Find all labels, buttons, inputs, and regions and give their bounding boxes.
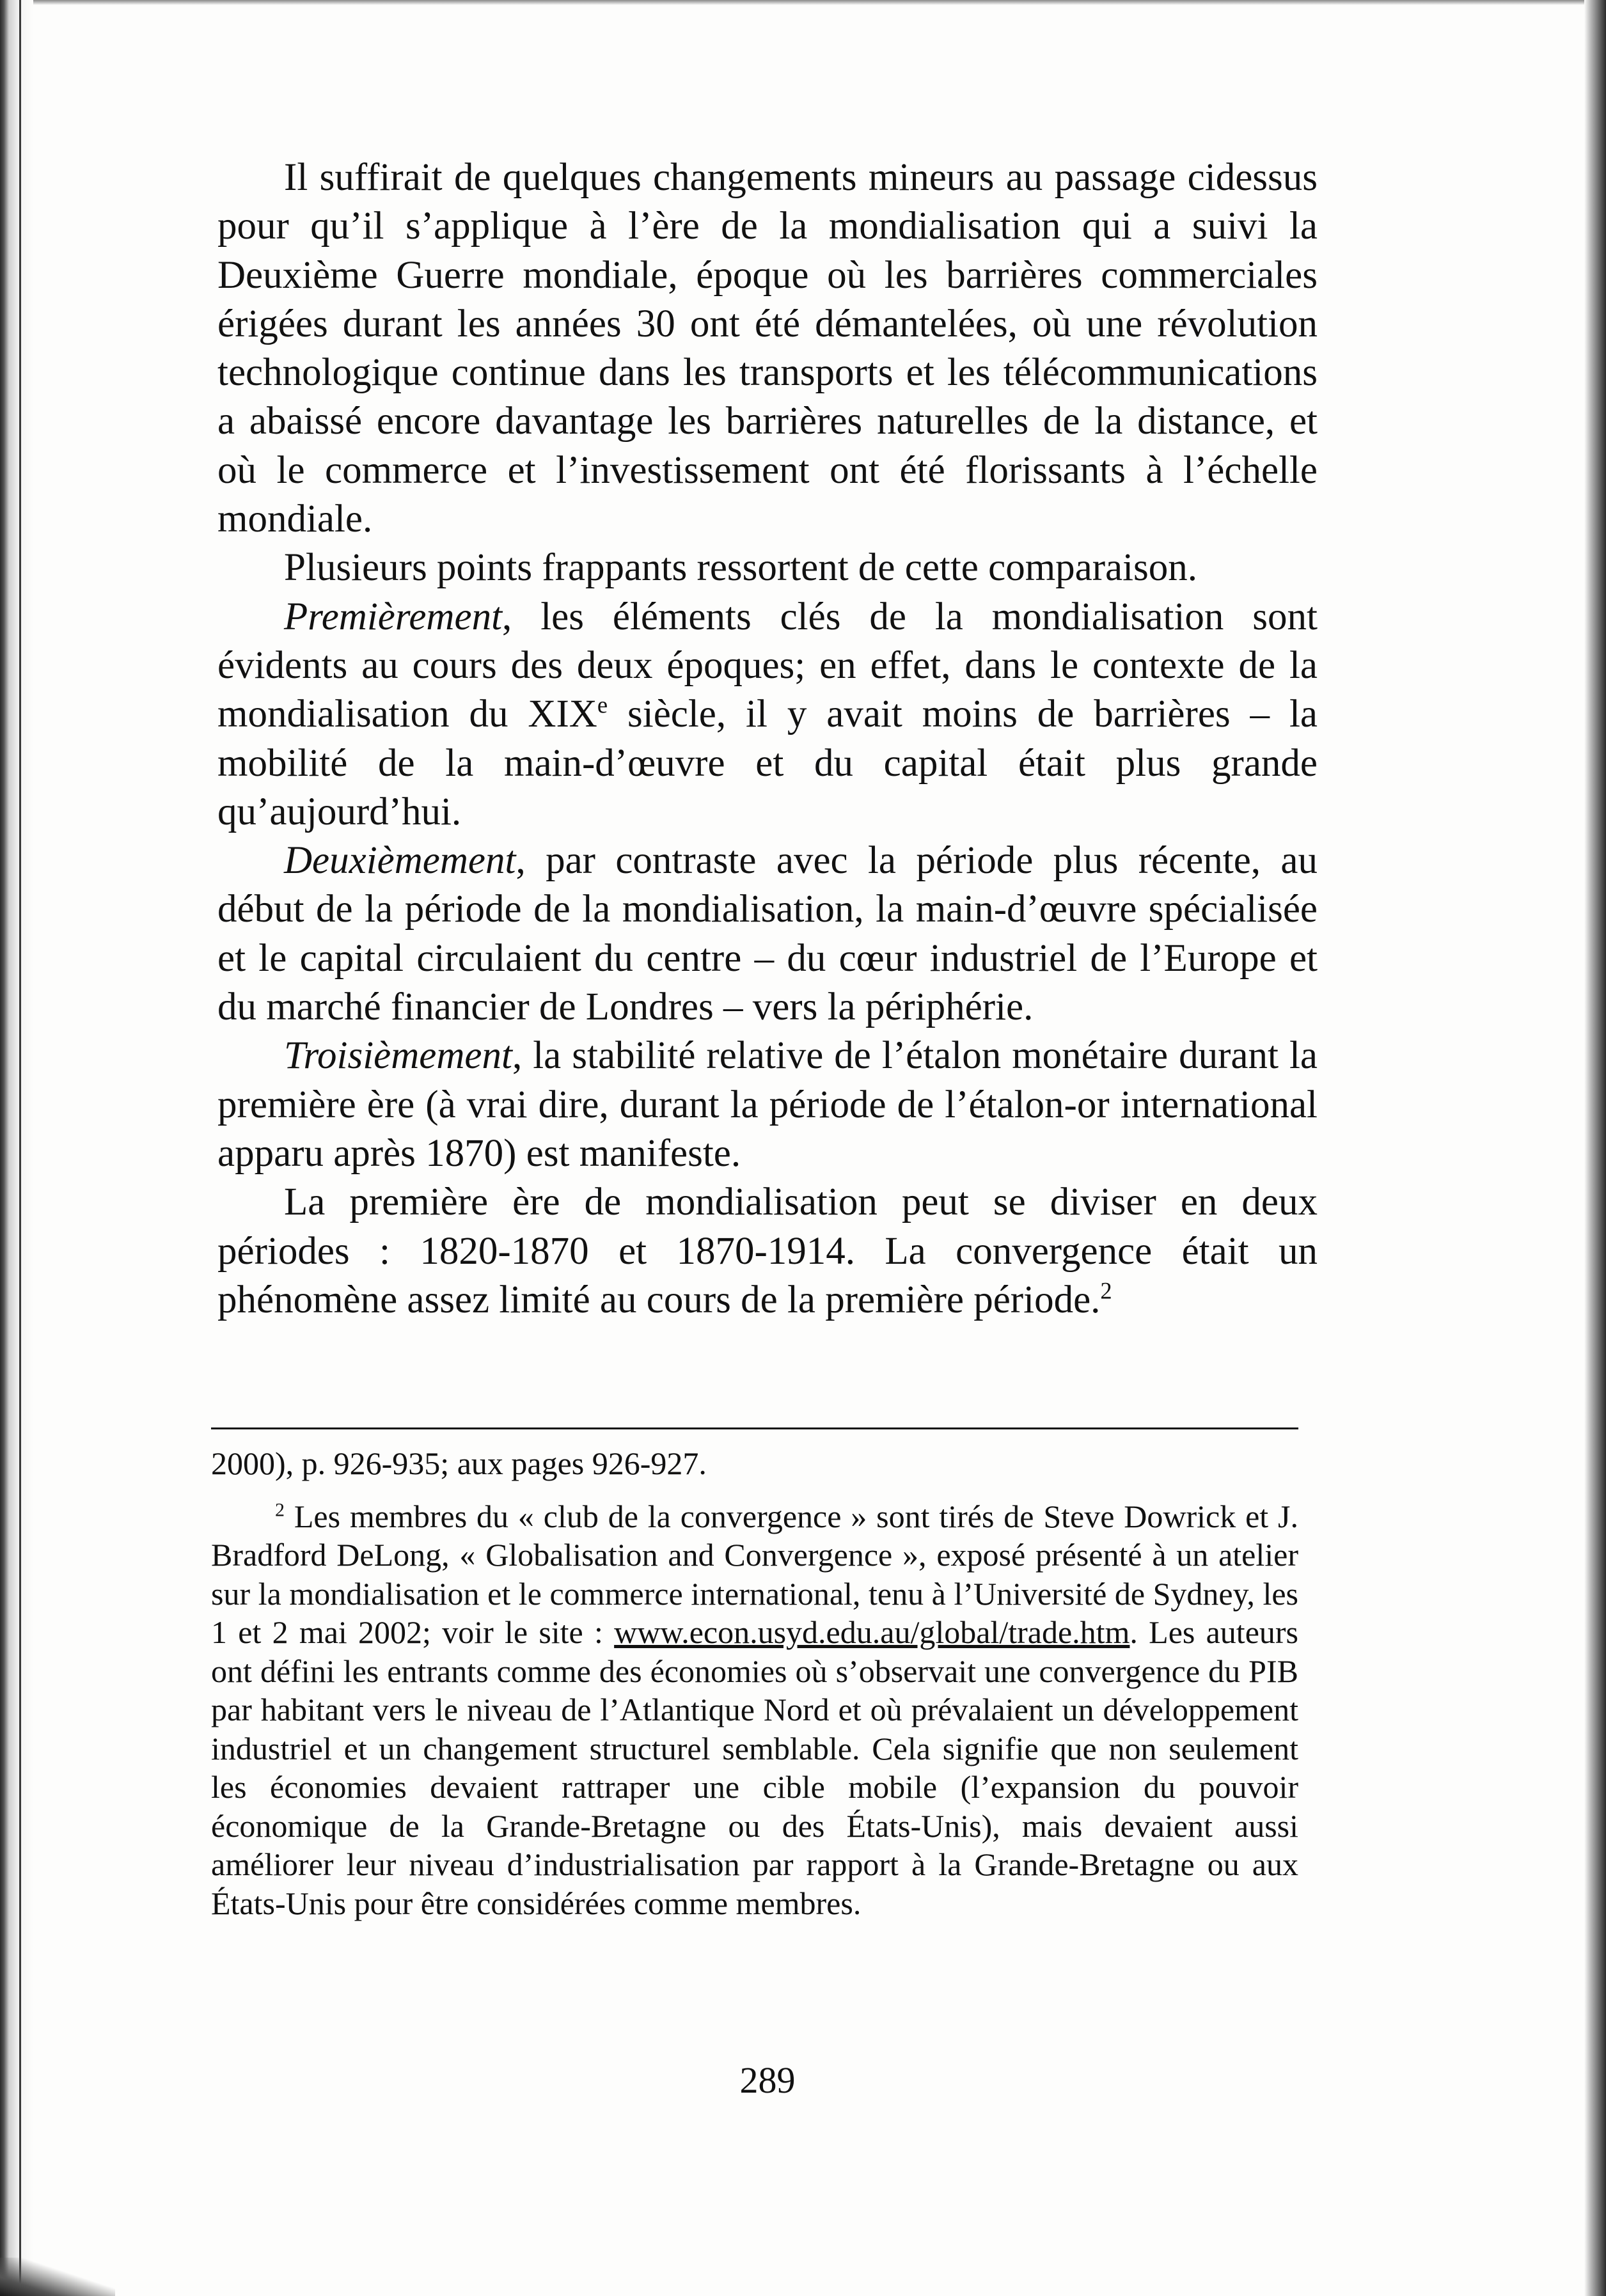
- text-run: siècle, il y avait moins de barrières – la mobilité de la main-d’œuvre et du capital était plus grande qu’aujourd’hui.: [217, 693, 1318, 833]
- footnote-text-before-link: Les membres du « club de la convergence » sont tirés de Steve Dowrick et J. Bradford DeLong, « Globalisation and Convergence », exposé présenté à un atelier sur la mondialisation et le commerce international, tenu à l’Université de Sydney, les 1 et 2 mai 2002; voir le site :: [211, 1498, 1298, 1650]
- superscript: e: [597, 691, 608, 718]
- text-run: Plusieurs points frappants ressortent de cette comparaison.: [284, 546, 1198, 590]
- scan-right-edge: [1584, 0, 1606, 2296]
- paragraph: [217, 544, 1318, 592]
- footnotes: [211, 1444, 1298, 1923]
- superscript: 2: [1100, 1277, 1112, 1304]
- scan-top-edge: [0, 0, 1606, 5]
- italic-term: Deuxièmement: [284, 839, 516, 883]
- text-run: La première ère de mondialisation peut se diviser en deux périodes : 1820-1870 et 1870-1914. La convergence était un phénomène assez limité au cours de la première période.: [217, 1181, 1318, 1321]
- footnote-separator: [211, 1427, 1298, 1429]
- scan-binding-shadow: [0, 0, 33, 2296]
- footnote-marker: 2: [275, 1498, 285, 1520]
- italic-term: Premièrement: [284, 595, 503, 638]
- text-run: , les éléments clés de la mondialisation sont évidents au cours des deux époques; en effet, dans le contexte de la mondialisation du XIX: [217, 595, 1318, 736]
- paragraph: [217, 153, 1318, 544]
- scan-corner-shadow: [0, 2258, 115, 2296]
- footnote-continuation: 2000), p. 926-935; aux pages 926-927.: [211, 1445, 707, 1481]
- italic-term: Troisièmement: [284, 1034, 512, 1078]
- paragraph: [217, 1032, 1318, 1178]
- text-run: Il suffirait de quelques changements mineurs au passage cidessus pour qu’il s’applique à l’ère de la mondialisation qui a suivi la Deuxième Guerre mondiale, époque où les barrières commerciales érigées durant les années 30 ont été démantelées, où une révolution technologique continue dans les transports et les télécommunications a abaissé encore davantage les barrières naturelles de la distance, et où le commerce et l’investissement ont été florissants à l’échelle mondiale.: [217, 156, 1318, 541]
- scan-binding-line: [19, 0, 21, 2296]
- text-run: , la stabilité relative de l’étalon monétaire durant la première ère (à vrai dire, durant la période de l’étalon-or international apparu après 1870) est manifeste.: [217, 1034, 1318, 1175]
- main-text: [217, 153, 1318, 1325]
- paragraph: [217, 593, 1318, 837]
- footnote-2: [211, 1497, 1298, 1923]
- paragraph: [217, 1178, 1318, 1325]
- footnote-text-after-link: . Les auteurs ont défini les entrants comme des économies où s’observait une convergence du PIB par habitant vers le niveau de l’Atlantique Nord et où prévalaient un développement industriel et un changement structurel semblable. Cela signifie que non seulement les économies devaient rattraper une cible mobile (l’expansion du pouvoir économique de la Grande-Bretagne ou des États-Unis), mais devaient aussi améliorer leur niveau d’industrialisation par rapport à la Grande-Bretagne ou aux États-Unis pour être considérées comme membres.: [211, 1614, 1298, 1921]
- text-run: , par contraste avec la période plus récente, au début de la période de la mondialisation, la main-d’œuvre spécialisée et le capital circulaient du centre – du cœur industriel de l’Europe et du marché financier de Londres – vers la périphérie.: [217, 839, 1318, 1029]
- paragraph: [217, 837, 1318, 1032]
- footnote-url-link[interactable]: www.econ.usyd.edu.au/global/trade.htm: [614, 1614, 1130, 1650]
- page-number: 289: [739, 2059, 796, 2101]
